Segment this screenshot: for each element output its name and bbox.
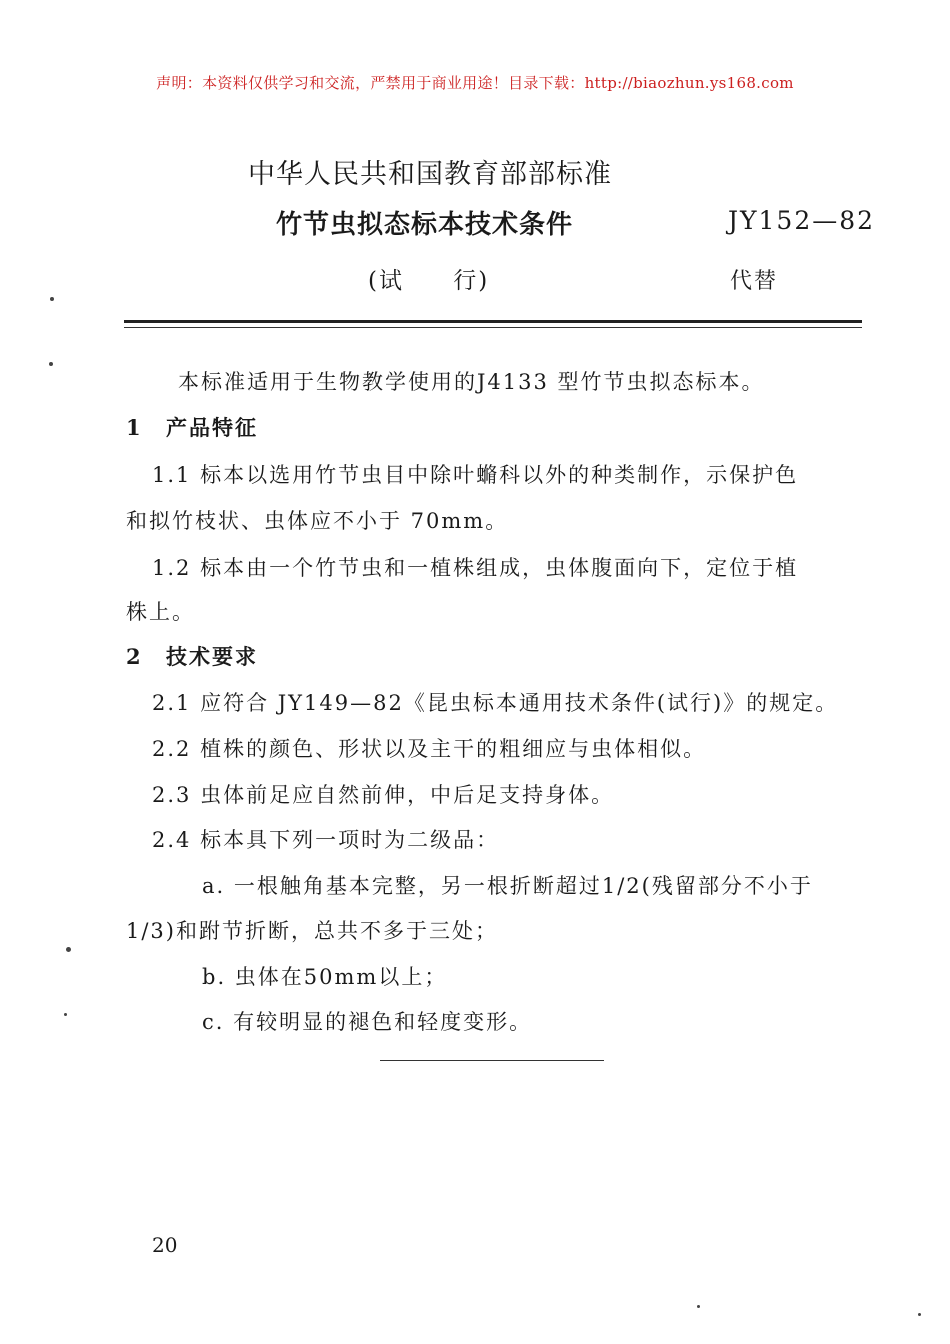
header-rule-thick [124,320,862,323]
clause-2-4: 2.4 标本具下列一项时为二级品： [152,828,500,852]
section-1-title: 产品特征 [166,415,258,440]
header-rule-thin [124,327,862,328]
trial-note: (试 行) [368,268,490,294]
scan-speck [66,947,71,952]
disclaimer-banner: 声明：本资料仅供学习和交流，严禁用于商业用途！目录下载：http://biaozhun.ys168.com [156,74,794,92]
clause-1-1-line-1: 1.1 标本以选用竹节虫目中除叶䗛科以外的种类制作，示保护色 [152,463,799,487]
scan-speck [50,297,54,301]
item-c: c. 有较明显的褪色和轻度变形。 [202,1010,533,1034]
item-b: b. 虫体在50mm以上； [202,965,448,989]
intro-paragraph: 本标准适用于生物教学使用的J4133 型竹节虫拟态标本。 [178,370,765,394]
standard-organization: 中华人民共和国教育部部标准 [248,159,612,190]
section-2-number: 2 [126,644,143,669]
standard-title: 竹节虫拟态标本技术条件 [276,210,574,240]
section-1-number: 1 [126,415,143,440]
clause-1-1-line-2: 和拟竹枝状、虫体应不小于 70mm。 [126,509,509,533]
section-2-title: 技术要求 [166,644,258,669]
end-rule [380,1060,604,1061]
scan-speck [697,1305,700,1308]
scan-speck [49,362,53,366]
clause-2-3: 2.3 虫体前足应自然前伸，中后足支持身体。 [152,783,615,807]
item-a-line-2: 1/3)和跗节折断，总共不多于三处； [126,919,498,943]
clause-2-1: 2.1 应符合 JY149—82《昆虫标本通用技术条件(试行)》的规定。 [152,691,839,715]
item-a-line-1: a. 一根触角基本完整，另一根折断超过1/2(残留部分不小于 [202,874,813,898]
replaces-label: 代替 [730,269,779,294]
clause-2-2: 2.2 植株的颜色、形状以及主干的粗细应与虫体相似。 [152,737,707,761]
clause-1-2-line-1: 1.2 标本由一个竹节虫和一植株组成，虫体腹面向下，定位于植 [152,556,799,580]
section-1-heading [126,412,258,442]
clause-1-2-line-2: 株上。 [126,600,195,624]
section-2-heading [126,641,258,671]
scan-speck [64,1013,67,1016]
standard-code: JY152—82 [728,206,876,235]
page-number: 20 [152,1233,178,1257]
scan-speck [918,1313,921,1316]
